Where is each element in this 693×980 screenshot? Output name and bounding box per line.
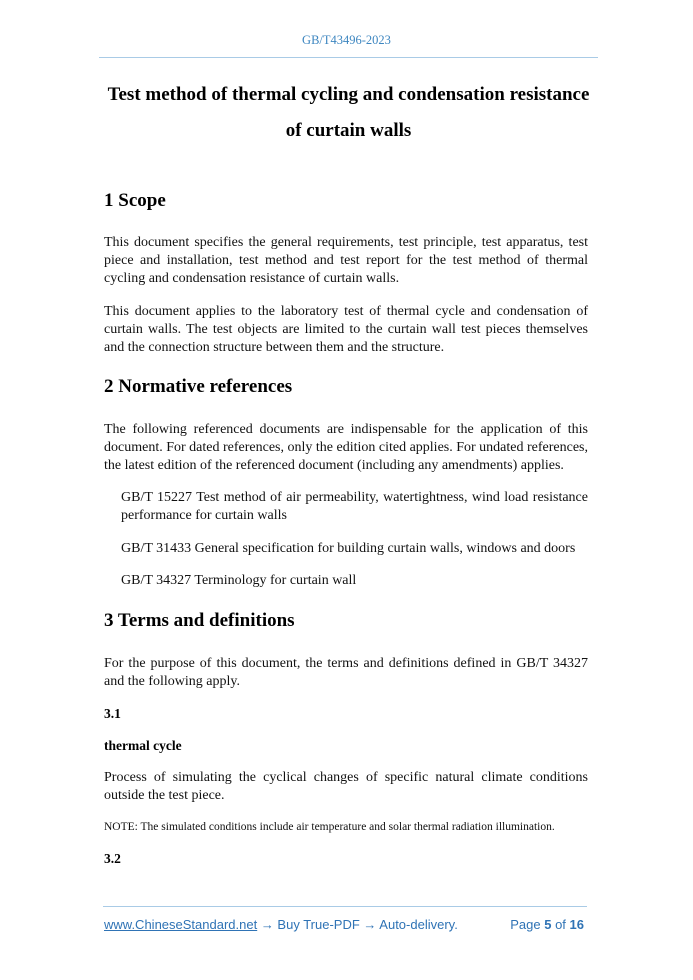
section-heading-scope: 1 Scope (104, 190, 166, 211)
terms-paragraph: For the purpose of this document, the terms and definitions defined in GB/T 34327 and the following apply. (104, 656, 588, 690)
page-footer (104, 917, 584, 932)
term-number-3-1: 3.1 (104, 706, 121, 721)
term-definition: Process of simulating the cyclical changes of specific natural climate conditions outside the test piece. (104, 770, 588, 804)
document-code: GB/T43496-2023 (302, 33, 391, 47)
term-number-3-2: 3.2 (104, 851, 121, 866)
scope-paragraph-2: This document applies to the laboratory test of thermal cycle and condensation of curtain walls. The test objects are limited to the curtain wall test pieces themselves and the connection structure between them and the structure. (104, 304, 588, 356)
page-indicator: Page 5 of 16 (510, 917, 584, 932)
term-name-thermal-cycle: thermal cycle (104, 738, 182, 753)
total-pages: 16 (569, 917, 584, 932)
footer-divider (103, 906, 587, 907)
reference-item: GB/T 34327 Terminology for curtain wall (121, 573, 357, 588)
document-title-line-2: of curtain walls (285, 120, 412, 141)
chinesestandard-link[interactable]: www.ChineseStandard.net (104, 917, 258, 932)
reference-item: GB/T 15227 Test method of air permeability, watertightness, wind load resistance performance for curtain walls (121, 490, 588, 524)
footer-tagline: → Buy True-PDF → Auto-delivery. (257, 917, 458, 932)
section-heading-terms: 3 Terms and definitions (104, 610, 295, 631)
header-divider (99, 57, 598, 58)
reference-item: GB/T 31433 General specification for building curtain walls, windows and doors (121, 541, 576, 556)
section-heading-normative: 2 Normative references (104, 376, 293, 397)
current-page: 5 (544, 917, 552, 932)
document-title-line-1: Test method of thermal cycling and condensation resistance (107, 84, 590, 105)
scope-paragraph-1: This document specifies the general requirements, test principle, test apparatus, test piece and installation, test method and test report for the test method of thermal cycling and condensation resistance of curtain walls. (104, 235, 588, 287)
term-note: NOTE: The simulated conditions include air temperature and solar thermal radiation illumination. (104, 821, 555, 833)
normative-paragraph: The following referenced documents are indispensable for the application of this document. For dated references, only the edition cited applies. For undated references, the latest edition of the referenced document (including any amendments) applies. (104, 422, 588, 474)
